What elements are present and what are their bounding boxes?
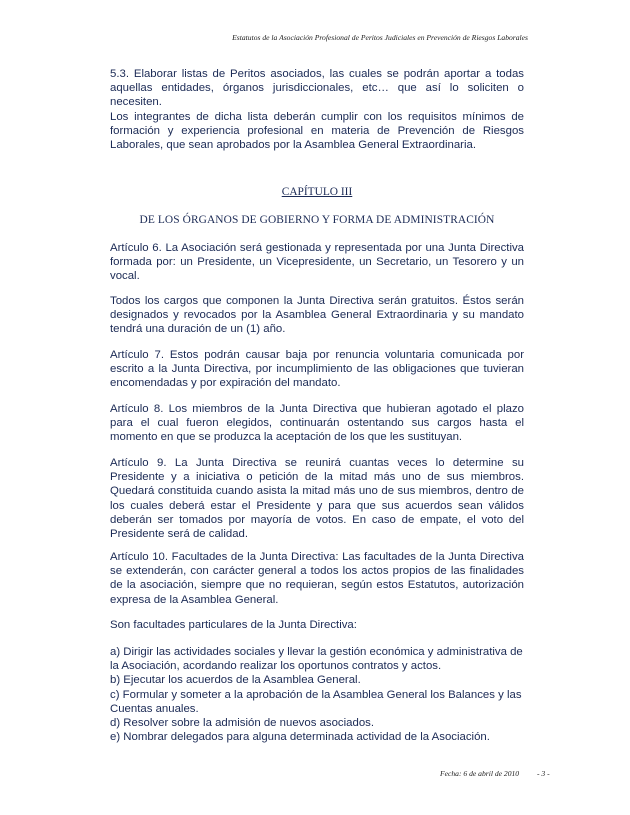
article-7-text: Artículo 7. Estos podrán causar baja por renuncia voluntaria comunicada por escrito a la Junta Directiva, por incumplimiento de las obligaciones que tuvieran encomendadas y por expiración del mandato. xyxy=(110,349,524,390)
article-10-intro xyxy=(110,618,524,632)
article-9-text: Artículo 9. La Junta Directiva se reunirá cuantas veces lo determine su Presidente y a iniciativa o petición de la mitad más uno de sus miembros. Quedará constituida cuando asista la mitad más uno de sus miembros, dentro de los cuales deberá estar el Presidente y para que sus acuerdos sean válidos deberán ser tomados por mayoría de votos. En caso de empate, el voto del Presidente será de calidad. xyxy=(110,457,524,541)
section-5-3 xyxy=(110,67,524,152)
footer-date: Fecha: 6 de abril de 2010 xyxy=(440,769,520,778)
article-6 xyxy=(110,241,524,284)
article-7 xyxy=(110,348,524,391)
page-number: - 3 - xyxy=(537,769,550,778)
article-10-intro-text: Son facultades particulares de la Junta Directiva: xyxy=(110,619,357,631)
article-6-b xyxy=(110,294,524,337)
article-10 xyxy=(110,550,524,607)
article-8 xyxy=(110,402,524,445)
paragraph-5-3: 5.3. Elaborar listas de Peritos asociados, las cuales se podrán aportar a todas aquellas entidades, órganos jurisdiccionales, etc… que así lo soliciten o necesiten. xyxy=(110,68,524,109)
running-header: Estatutos de la Asociación Profesional de Peritos Judiciales en Prevención de Riesgos Laborales xyxy=(232,33,528,42)
article-6-text: Artículo 6. La Asociación será gestionada y representada por una Junta Directiva formada por: un Presidente, un Vicepresidente, un Secretario, un Tesorero y un vocal. xyxy=(110,242,524,283)
list-item: d) Resolver sobre la admisión de nuevos asociados. xyxy=(110,717,375,730)
list-item: a) Dirigir las actividades sociales y llevar la gestión económica y administrativa de la Asociación, acordando realizar los oportunos contratos y actos. xyxy=(110,646,523,673)
list-item: c) Formular y someter a la aprobación de la Asamblea General los Balances y las Cuentas anuales. xyxy=(110,688,522,715)
list-item: e) Nombrar delegados para alguna determinada actividad de la Asociación. xyxy=(110,731,490,744)
paragraph-5-3-continued: Los integrantes de dicha lista deberán cumplir con los requisitos mínimos de formación y experiencia profesional en materia de Prevención de Riesgos Laborales, que sean aprobados por la Asamblea General Extraordinaria. xyxy=(110,110,524,152)
article-10-text: Artículo 10. Facultades de la Junta Directiva: Las facultades de la Junta Directiva se extenderán, con carácter general a todos los actos propios de las finalidades de la asociación, siempre que no requieran, según estos Estatutos, autorización expresa de la Asamblea General. xyxy=(110,551,524,606)
list-item: b) Ejecutar los acuerdos de la Asamblea General. xyxy=(110,674,361,687)
article-9 xyxy=(110,456,524,541)
article-6-b-text: Todos los cargos que componen la Junta Directiva serán gratuitos. Éstos serán designados y revocados por la Asamblea General Extraordinaria y su mandato tendrá una duración de un (1) año. xyxy=(110,295,524,336)
faculties-list xyxy=(110,645,524,744)
chapter-title: CAPÍTULO III xyxy=(281,186,353,198)
chapter-subtitle: DE LOS ÓRGANOS DE GOBIERNO Y FORMA DE ADMINISTRACIÓN xyxy=(139,214,495,226)
article-8-text: Artículo 8. Los miembros de la Junta Directiva que hubieran agotado el plazo para el cual fueron elegidos, continuarán ostentando sus cargos hasta el momento en que se produzca la aceptación de los que les sustituyan. xyxy=(110,403,524,444)
